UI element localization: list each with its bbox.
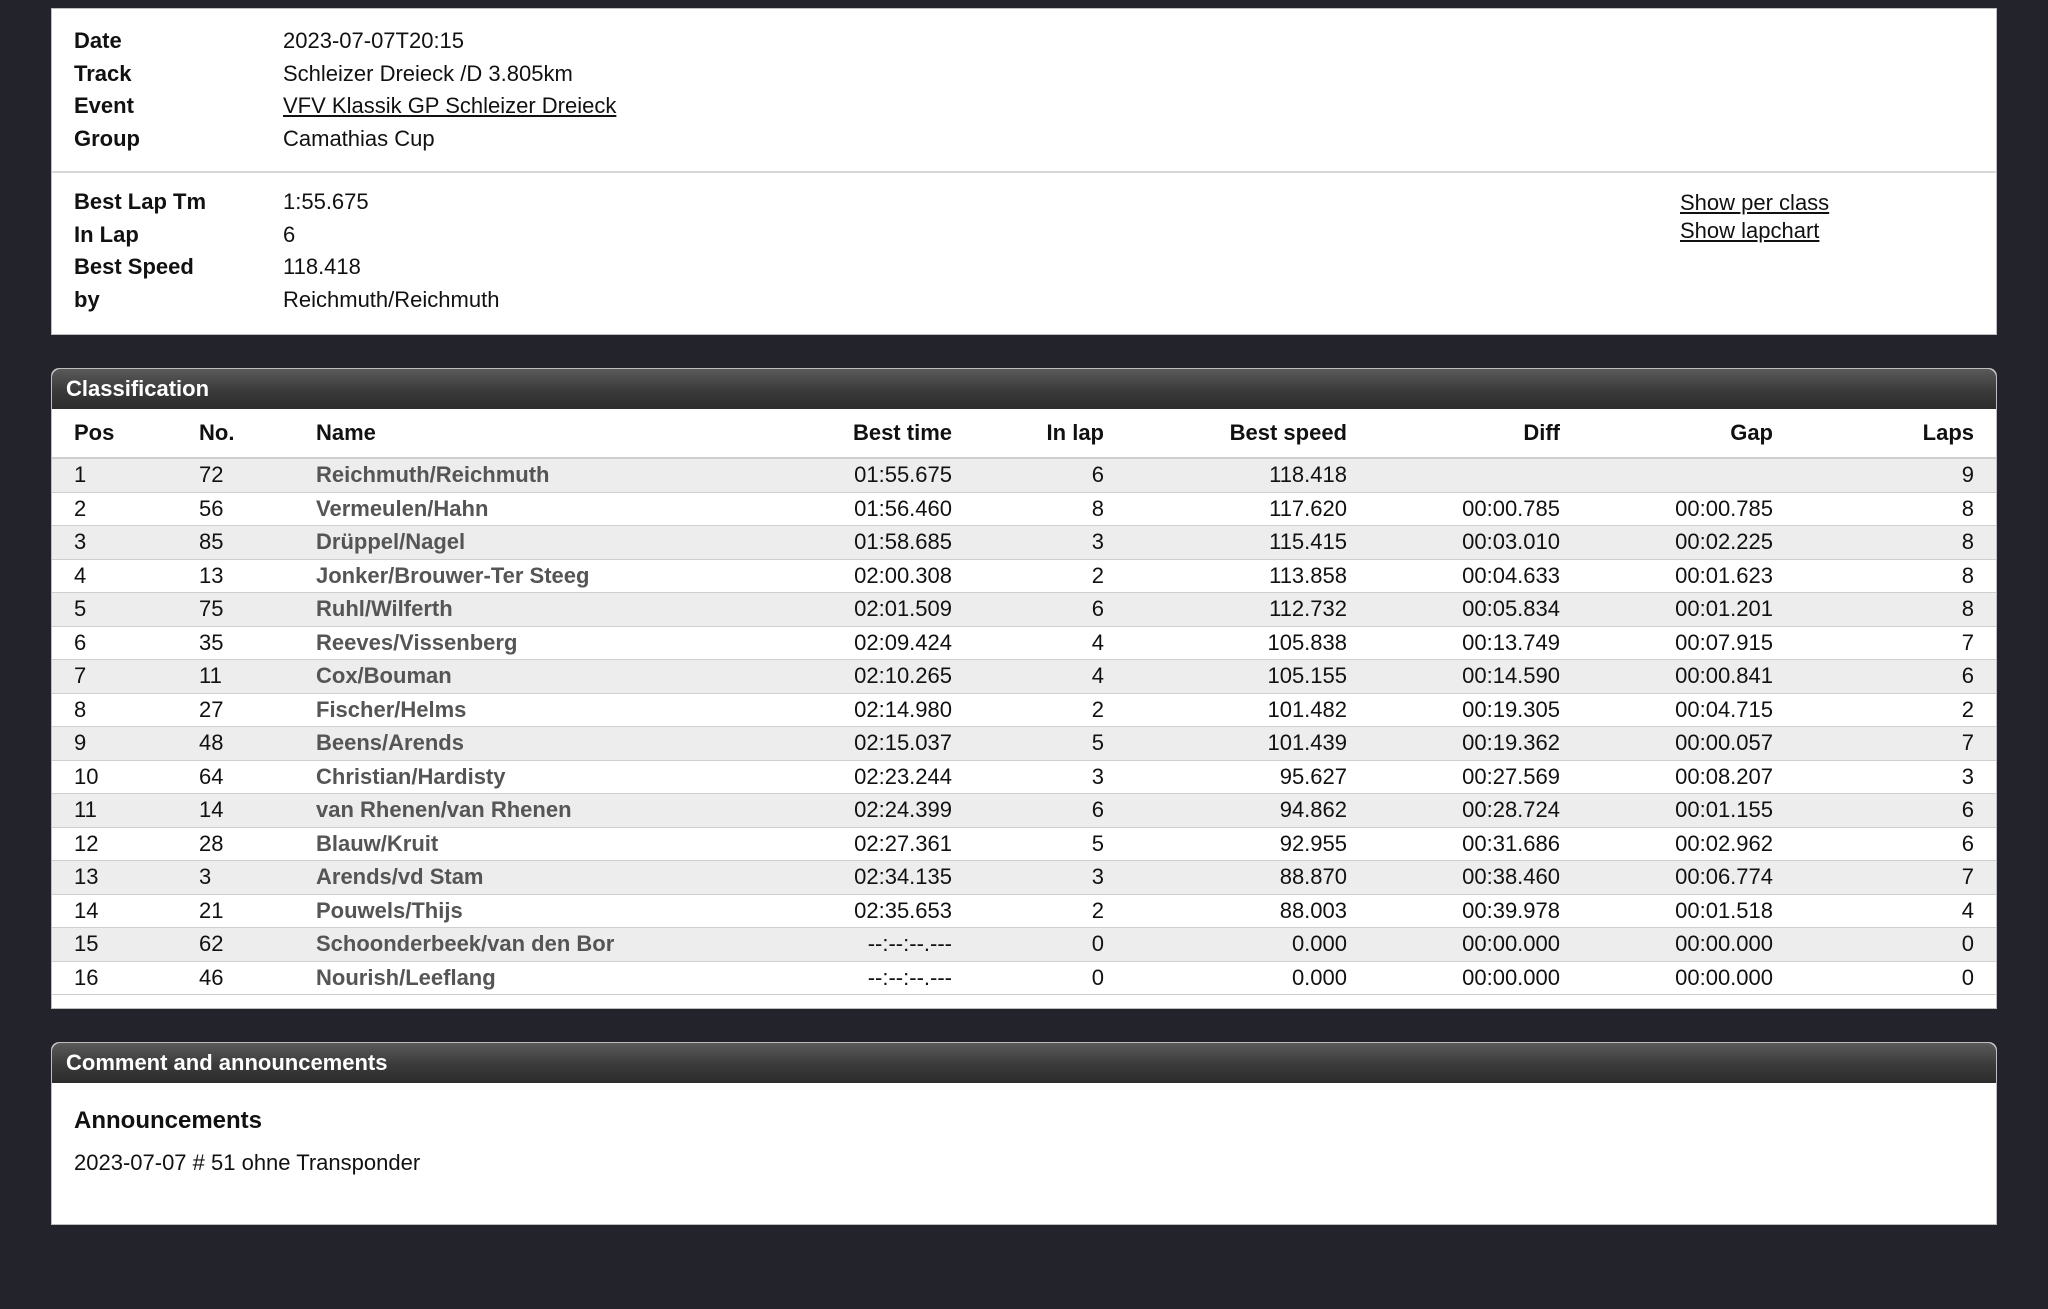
cell-in-lap: 6 xyxy=(952,593,1104,627)
info-label: Best Lap Tm xyxy=(74,189,207,215)
column-header-no[interactable]: No. xyxy=(199,409,316,458)
cell-in-lap: 4 xyxy=(952,626,1104,660)
cell-no: 3 xyxy=(199,861,316,895)
info-row-date xyxy=(74,25,616,58)
cell-best-time: 02:14.980 xyxy=(706,693,952,727)
column-header-best-speed[interactable]: Best speed xyxy=(1104,409,1347,458)
info-row-group xyxy=(74,123,616,156)
cell-pos: 4 xyxy=(52,559,199,593)
cell-best-speed: 105.155 xyxy=(1104,660,1347,694)
cell-in-lap: 3 xyxy=(952,861,1104,895)
cell-in-lap: 0 xyxy=(952,961,1104,995)
info-label: In Lap xyxy=(74,221,139,247)
cell-name[interactable]: Reeves/Vissenberg xyxy=(316,626,706,660)
cell-laps: 8 xyxy=(1773,492,1996,526)
cell-in-lap: 5 xyxy=(952,827,1104,861)
cell-diff: 00:05.834 xyxy=(1347,593,1560,627)
cell-name[interactable]: Pouwels/Thijs xyxy=(316,894,706,928)
cell-best-time: 02:09.424 xyxy=(706,626,952,660)
cell-name[interactable]: Vermeulen/Hahn xyxy=(316,492,706,526)
cell-in-lap: 3 xyxy=(952,526,1104,560)
cell-best-speed: 92.955 xyxy=(1104,827,1347,861)
cell-gap: 00:01.518 xyxy=(1560,894,1773,928)
cell-pos: 14 xyxy=(52,894,199,928)
cell-no: 62 xyxy=(199,928,316,962)
classification-table xyxy=(52,409,1996,995)
cell-diff: 00:00.785 xyxy=(1347,492,1560,526)
table-row[interactable] xyxy=(52,894,1996,928)
cell-best-speed: 94.862 xyxy=(1104,794,1347,828)
race-details xyxy=(74,25,616,155)
cell-in-lap: 2 xyxy=(952,559,1104,593)
cell-best-time: 02:00.308 xyxy=(706,559,952,593)
cell-best-time: 02:27.361 xyxy=(706,827,952,861)
info-value: Camathias Cup xyxy=(283,125,435,151)
cell-pos: 12 xyxy=(52,827,199,861)
cell-name[interactable]: Drüppel/Nagel xyxy=(316,526,706,560)
table-row[interactable] xyxy=(52,794,1996,828)
cell-in-lap: 5 xyxy=(952,727,1104,761)
cell-best-speed: 117.620 xyxy=(1104,492,1347,526)
cell-in-lap: 4 xyxy=(952,660,1104,694)
table-row[interactable] xyxy=(52,861,1996,895)
cell-name[interactable]: Nourish/Leeflang xyxy=(316,961,706,995)
cell-gap: 00:00.841 xyxy=(1560,660,1773,694)
cell-laps: 6 xyxy=(1773,660,1996,694)
cell-in-lap: 2 xyxy=(952,693,1104,727)
cell-no: 13 xyxy=(199,559,316,593)
cell-best-speed: 88.870 xyxy=(1104,861,1347,895)
classification-rows xyxy=(52,458,1996,995)
cell-in-lap: 0 xyxy=(952,928,1104,962)
cell-pos: 15 xyxy=(52,928,199,962)
cell-no: 56 xyxy=(199,492,316,526)
table-row[interactable] xyxy=(52,593,1996,627)
announcements-heading: Announcements xyxy=(74,1107,263,1134)
cell-name[interactable]: Beens/Arends xyxy=(316,727,706,761)
classification-header: Classification xyxy=(52,369,1996,409)
info-label: by xyxy=(74,286,100,312)
info-row-event xyxy=(74,90,616,123)
show-lapchart-link[interactable]: Show lapchart xyxy=(1680,218,1820,243)
cell-diff: 00:38.460 xyxy=(1347,861,1560,895)
cell-best-speed: 112.732 xyxy=(1104,593,1347,627)
info-row-by xyxy=(74,284,499,317)
cell-laps: 0 xyxy=(1773,961,1996,995)
table-row[interactable] xyxy=(52,526,1996,560)
announcement-text: 2023-07-07 # 51 ohne Transponder xyxy=(74,1150,421,1175)
column-header-gap[interactable]: Gap xyxy=(1560,409,1773,458)
event-link[interactable]: VFV Klassik GP Schleizer Dreieck xyxy=(283,93,617,119)
cell-pos: 2 xyxy=(52,492,199,526)
cell-no: 64 xyxy=(199,760,316,794)
info-row-best-speed xyxy=(74,251,499,284)
cell-no: 28 xyxy=(199,827,316,861)
cell-no: 46 xyxy=(199,961,316,995)
cell-in-lap: 6 xyxy=(952,794,1104,828)
classification-panel xyxy=(51,368,1997,1009)
cell-laps: 7 xyxy=(1773,727,1996,761)
cell-best-speed: 0.000 xyxy=(1104,928,1347,962)
cell-gap: 00:06.774 xyxy=(1560,861,1773,895)
info-value: Reichmuth/Reichmuth xyxy=(283,286,500,312)
table-row[interactable] xyxy=(52,458,1996,492)
cell-best-time: 02:23.244 xyxy=(706,760,952,794)
cell-best-time: 02:15.037 xyxy=(706,727,952,761)
best-lap-details xyxy=(74,186,499,316)
cell-best-time: --:--:--.--- xyxy=(706,928,952,962)
cell-gap: 00:04.715 xyxy=(1560,693,1773,727)
cell-no: 14 xyxy=(199,794,316,828)
cell-diff: 00:28.724 xyxy=(1347,794,1560,828)
column-header-laps[interactable]: Laps xyxy=(1773,409,1996,458)
cell-gap: 00:01.201 xyxy=(1560,593,1773,627)
column-header-name[interactable]: Name xyxy=(316,409,706,458)
cell-gap: 00:02.962 xyxy=(1560,827,1773,861)
cell-laps: 8 xyxy=(1773,559,1996,593)
cell-gap: 00:08.207 xyxy=(1560,760,1773,794)
cell-pos: 9 xyxy=(52,727,199,761)
cell-best-time: 02:10.265 xyxy=(706,660,952,694)
cell-best-speed: 105.838 xyxy=(1104,626,1347,660)
info-value: Schleizer Dreieck /D 3.805km xyxy=(283,60,573,86)
cell-diff: 00:19.362 xyxy=(1347,727,1560,761)
cell-name[interactable]: Fischer/Helms xyxy=(316,693,706,727)
cell-diff: 00:27.569 xyxy=(1347,760,1560,794)
cell-gap: 00:02.225 xyxy=(1560,526,1773,560)
cell-diff: 00:13.749 xyxy=(1347,626,1560,660)
cell-best-speed: 118.418 xyxy=(1104,458,1347,492)
cell-best-time: 01:58.685 xyxy=(706,526,952,560)
cell-gap: 00:07.915 xyxy=(1560,626,1773,660)
info-label: Best Speed xyxy=(74,254,194,280)
info-label: Track xyxy=(74,60,132,86)
column-header-pos[interactable]: Pos xyxy=(52,409,199,458)
cell-diff: 00:00.000 xyxy=(1347,961,1560,995)
info-label: Group xyxy=(74,125,140,151)
race-info-panel xyxy=(51,8,1997,335)
cell-no: 11 xyxy=(199,660,316,694)
cell-no: 85 xyxy=(199,526,316,560)
info-row-track xyxy=(74,58,616,91)
table-row[interactable] xyxy=(52,727,1996,761)
cell-best-speed: 101.482 xyxy=(1104,693,1347,727)
comments-panel xyxy=(51,1042,1997,1225)
table-row[interactable] xyxy=(52,626,1996,660)
table-row[interactable] xyxy=(52,660,1996,694)
cell-diff: 00:04.633 xyxy=(1347,559,1560,593)
info-label: Event xyxy=(74,93,134,119)
table-row[interactable] xyxy=(52,961,1996,995)
info-row-best-lap xyxy=(74,186,499,219)
table-row[interactable] xyxy=(52,760,1996,794)
cell-laps: 6 xyxy=(1773,827,1996,861)
cell-best-time: 02:35.653 xyxy=(706,894,952,928)
column-header-in-lap[interactable]: In lap xyxy=(952,409,1104,458)
cell-name[interactable]: van Rhenen/van Rhenen xyxy=(316,794,706,828)
cell-best-speed: 113.858 xyxy=(1104,559,1347,593)
cell-laps: 8 xyxy=(1773,593,1996,627)
cell-best-time: 02:34.135 xyxy=(706,861,952,895)
info-label: Date xyxy=(74,28,122,54)
info-value: 2023-07-07T20:15 xyxy=(283,28,465,54)
cell-no: 27 xyxy=(199,693,316,727)
cell-pos: 1 xyxy=(52,458,199,492)
info-value: 118.418 xyxy=(283,254,361,280)
cell-laps: 8 xyxy=(1773,526,1996,560)
cell-pos: 5 xyxy=(52,593,199,627)
cell-no: 35 xyxy=(199,626,316,660)
cell-gap: 00:00.000 xyxy=(1560,961,1773,995)
table-row[interactable] xyxy=(52,492,1996,526)
cell-gap: 00:00.785 xyxy=(1560,492,1773,526)
cell-laps: 7 xyxy=(1773,861,1996,895)
cell-name[interactable]: Christian/Hardisty xyxy=(316,760,706,794)
cell-laps: 9 xyxy=(1773,458,1996,492)
cell-best-time: 02:24.399 xyxy=(706,794,952,828)
cell-best-speed: 95.627 xyxy=(1104,760,1347,794)
cell-pos: 10 xyxy=(52,760,199,794)
view-links xyxy=(1680,189,1829,245)
info-value: 6 xyxy=(283,221,296,247)
cell-diff: 00:31.686 xyxy=(1347,827,1560,861)
cell-best-time: 01:56.460 xyxy=(706,492,952,526)
cell-name[interactable]: Ruhl/Wilferth xyxy=(316,593,706,627)
cell-best-speed: 0.000 xyxy=(1104,961,1347,995)
cell-best-speed: 101.439 xyxy=(1104,727,1347,761)
cell-pos: 13 xyxy=(52,861,199,895)
cell-no: 48 xyxy=(199,727,316,761)
cell-no: 75 xyxy=(199,593,316,627)
cell-name[interactable]: Arends/vd Stam xyxy=(316,861,706,895)
column-header-best-time[interactable]: Best time xyxy=(706,409,952,458)
cell-name[interactable]: Jonker/Brouwer-Ter Steeg xyxy=(316,559,706,593)
cell-pos: 11 xyxy=(52,794,199,828)
cell-in-lap: 6 xyxy=(952,458,1104,492)
show-per-class-link[interactable]: Show per class xyxy=(1680,190,1830,215)
cell-gap: 00:00.000 xyxy=(1560,928,1773,962)
cell-best-time: --:--:--.--- xyxy=(706,961,952,995)
cell-gap: 00:01.155 xyxy=(1560,794,1773,828)
cell-best-speed: 88.003 xyxy=(1104,894,1347,928)
cell-in-lap: 3 xyxy=(952,760,1104,794)
cell-diff: 00:39.978 xyxy=(1347,894,1560,928)
table-row[interactable] xyxy=(52,827,1996,861)
cell-diff xyxy=(1347,458,1560,492)
table-row[interactable] xyxy=(52,559,1996,593)
cell-name[interactable]: Reichmuth/Reichmuth xyxy=(316,458,706,492)
cell-name[interactable]: Blauw/Kruit xyxy=(316,827,706,861)
column-header-diff[interactable]: Diff xyxy=(1347,409,1560,458)
cell-laps: 6 xyxy=(1773,794,1996,828)
cell-best-time: 01:55.675 xyxy=(706,458,952,492)
table-row[interactable] xyxy=(52,693,1996,727)
table-row[interactable] xyxy=(52,928,1996,962)
cell-name[interactable]: Cox/Bouman xyxy=(316,660,706,694)
cell-diff: 00:19.305 xyxy=(1347,693,1560,727)
cell-gap: 00:00.057 xyxy=(1560,727,1773,761)
cell-pos: 3 xyxy=(52,526,199,560)
cell-diff: 00:00.000 xyxy=(1347,928,1560,962)
divider xyxy=(52,171,1996,173)
cell-best-time: 02:01.509 xyxy=(706,593,952,627)
cell-pos: 8 xyxy=(52,693,199,727)
cell-diff: 00:03.010 xyxy=(1347,526,1560,560)
cell-laps: 0 xyxy=(1773,928,1996,962)
cell-laps: 7 xyxy=(1773,626,1996,660)
cell-laps: 2 xyxy=(1773,693,1996,727)
info-value: 1:55.675 xyxy=(283,189,369,215)
cell-diff: 00:14.590 xyxy=(1347,660,1560,694)
cell-laps: 4 xyxy=(1773,894,1996,928)
cell-gap xyxy=(1560,458,1773,492)
table-header-row xyxy=(52,409,1996,458)
cell-best-speed: 115.415 xyxy=(1104,526,1347,560)
cell-laps: 3 xyxy=(1773,760,1996,794)
info-row-in-lap xyxy=(74,219,499,252)
cell-pos: 7 xyxy=(52,660,199,694)
cell-pos: 16 xyxy=(52,961,199,995)
cell-no: 21 xyxy=(199,894,316,928)
comments-header: Comment and announcements xyxy=(52,1043,1996,1083)
cell-in-lap: 8 xyxy=(952,492,1104,526)
cell-pos: 6 xyxy=(52,626,199,660)
cell-no: 72 xyxy=(199,458,316,492)
cell-gap: 00:01.623 xyxy=(1560,559,1773,593)
cell-in-lap: 2 xyxy=(952,894,1104,928)
cell-name[interactable]: Schoonderbeek/van den Bor xyxy=(316,928,706,962)
